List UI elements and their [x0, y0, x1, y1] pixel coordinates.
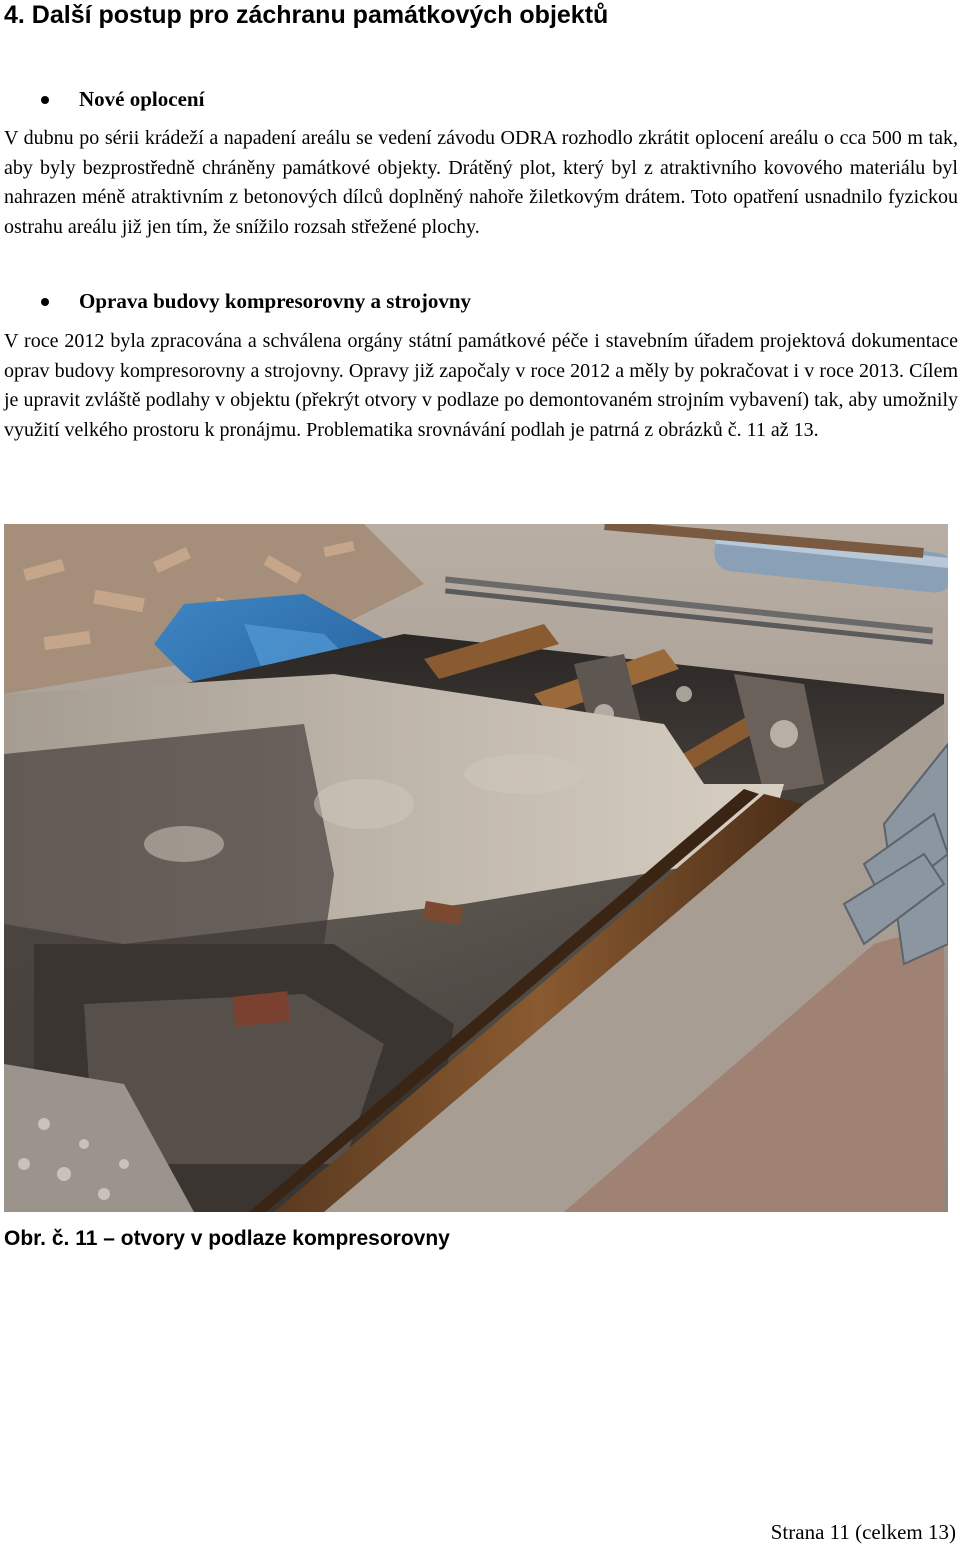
page-number: Strana 11 (celkem 13): [770, 1520, 956, 1544]
bullet-title-fence: Nové oplocení: [79, 87, 205, 111]
photo-floor-openings: [4, 524, 948, 1212]
bullet-title-repair: Oprava budovy kompresorovny a strojovny: [79, 289, 472, 313]
bullet-icon: [41, 298, 49, 306]
paragraph-repair: V roce 2012 byla zpracována a schválena orgány státní památkové péče i stavebním úřadem projektová dokumentace oprav budovy kompresorovny a strojovny. Opravy již započaly v roce 2012 a měly by pokračovat i v roce 2013. Cílem je upravit zvláště podlahy v objektu (překrýt otvory v podlaze po demontovaném strojním vybavení) tak, aby umožnily využití velkého prostoru k pronájmu. Problematika srovnávání podlah je patrná z obrázků č. 11 až 13.: [4, 330, 958, 441]
figure-photo: [4, 524, 948, 1212]
bullet-icon: [41, 96, 49, 104]
figure-caption: Obr. č. 11 – otvory v podlaze kompresorovny: [4, 1227, 450, 1250]
section-heading: 4. Další postup pro záchranu památkových objektů: [4, 1, 609, 29]
bullet-item-repair: [0, 287, 960, 315]
paragraph-fence: V dubnu po sérii krádeží a napadení areálu se vedení závodu ODRA rozhodlo zkrátit oplocení areálu o cca 500 m tak, aby byly bezprostředně chráněny památkové objekty. Drátěný plot, který byl z atraktivního kovového materiálu byl nahrazen méně atraktivním z betonových dílců doplněný nahoře žiletkovým drátem. Toto opatření usnadnilo fyzickou ostrahu areálu již jen tím, že snížilo rozsah střežené plochy.: [4, 127, 958, 238]
bullet-item-fence: [0, 85, 960, 113]
